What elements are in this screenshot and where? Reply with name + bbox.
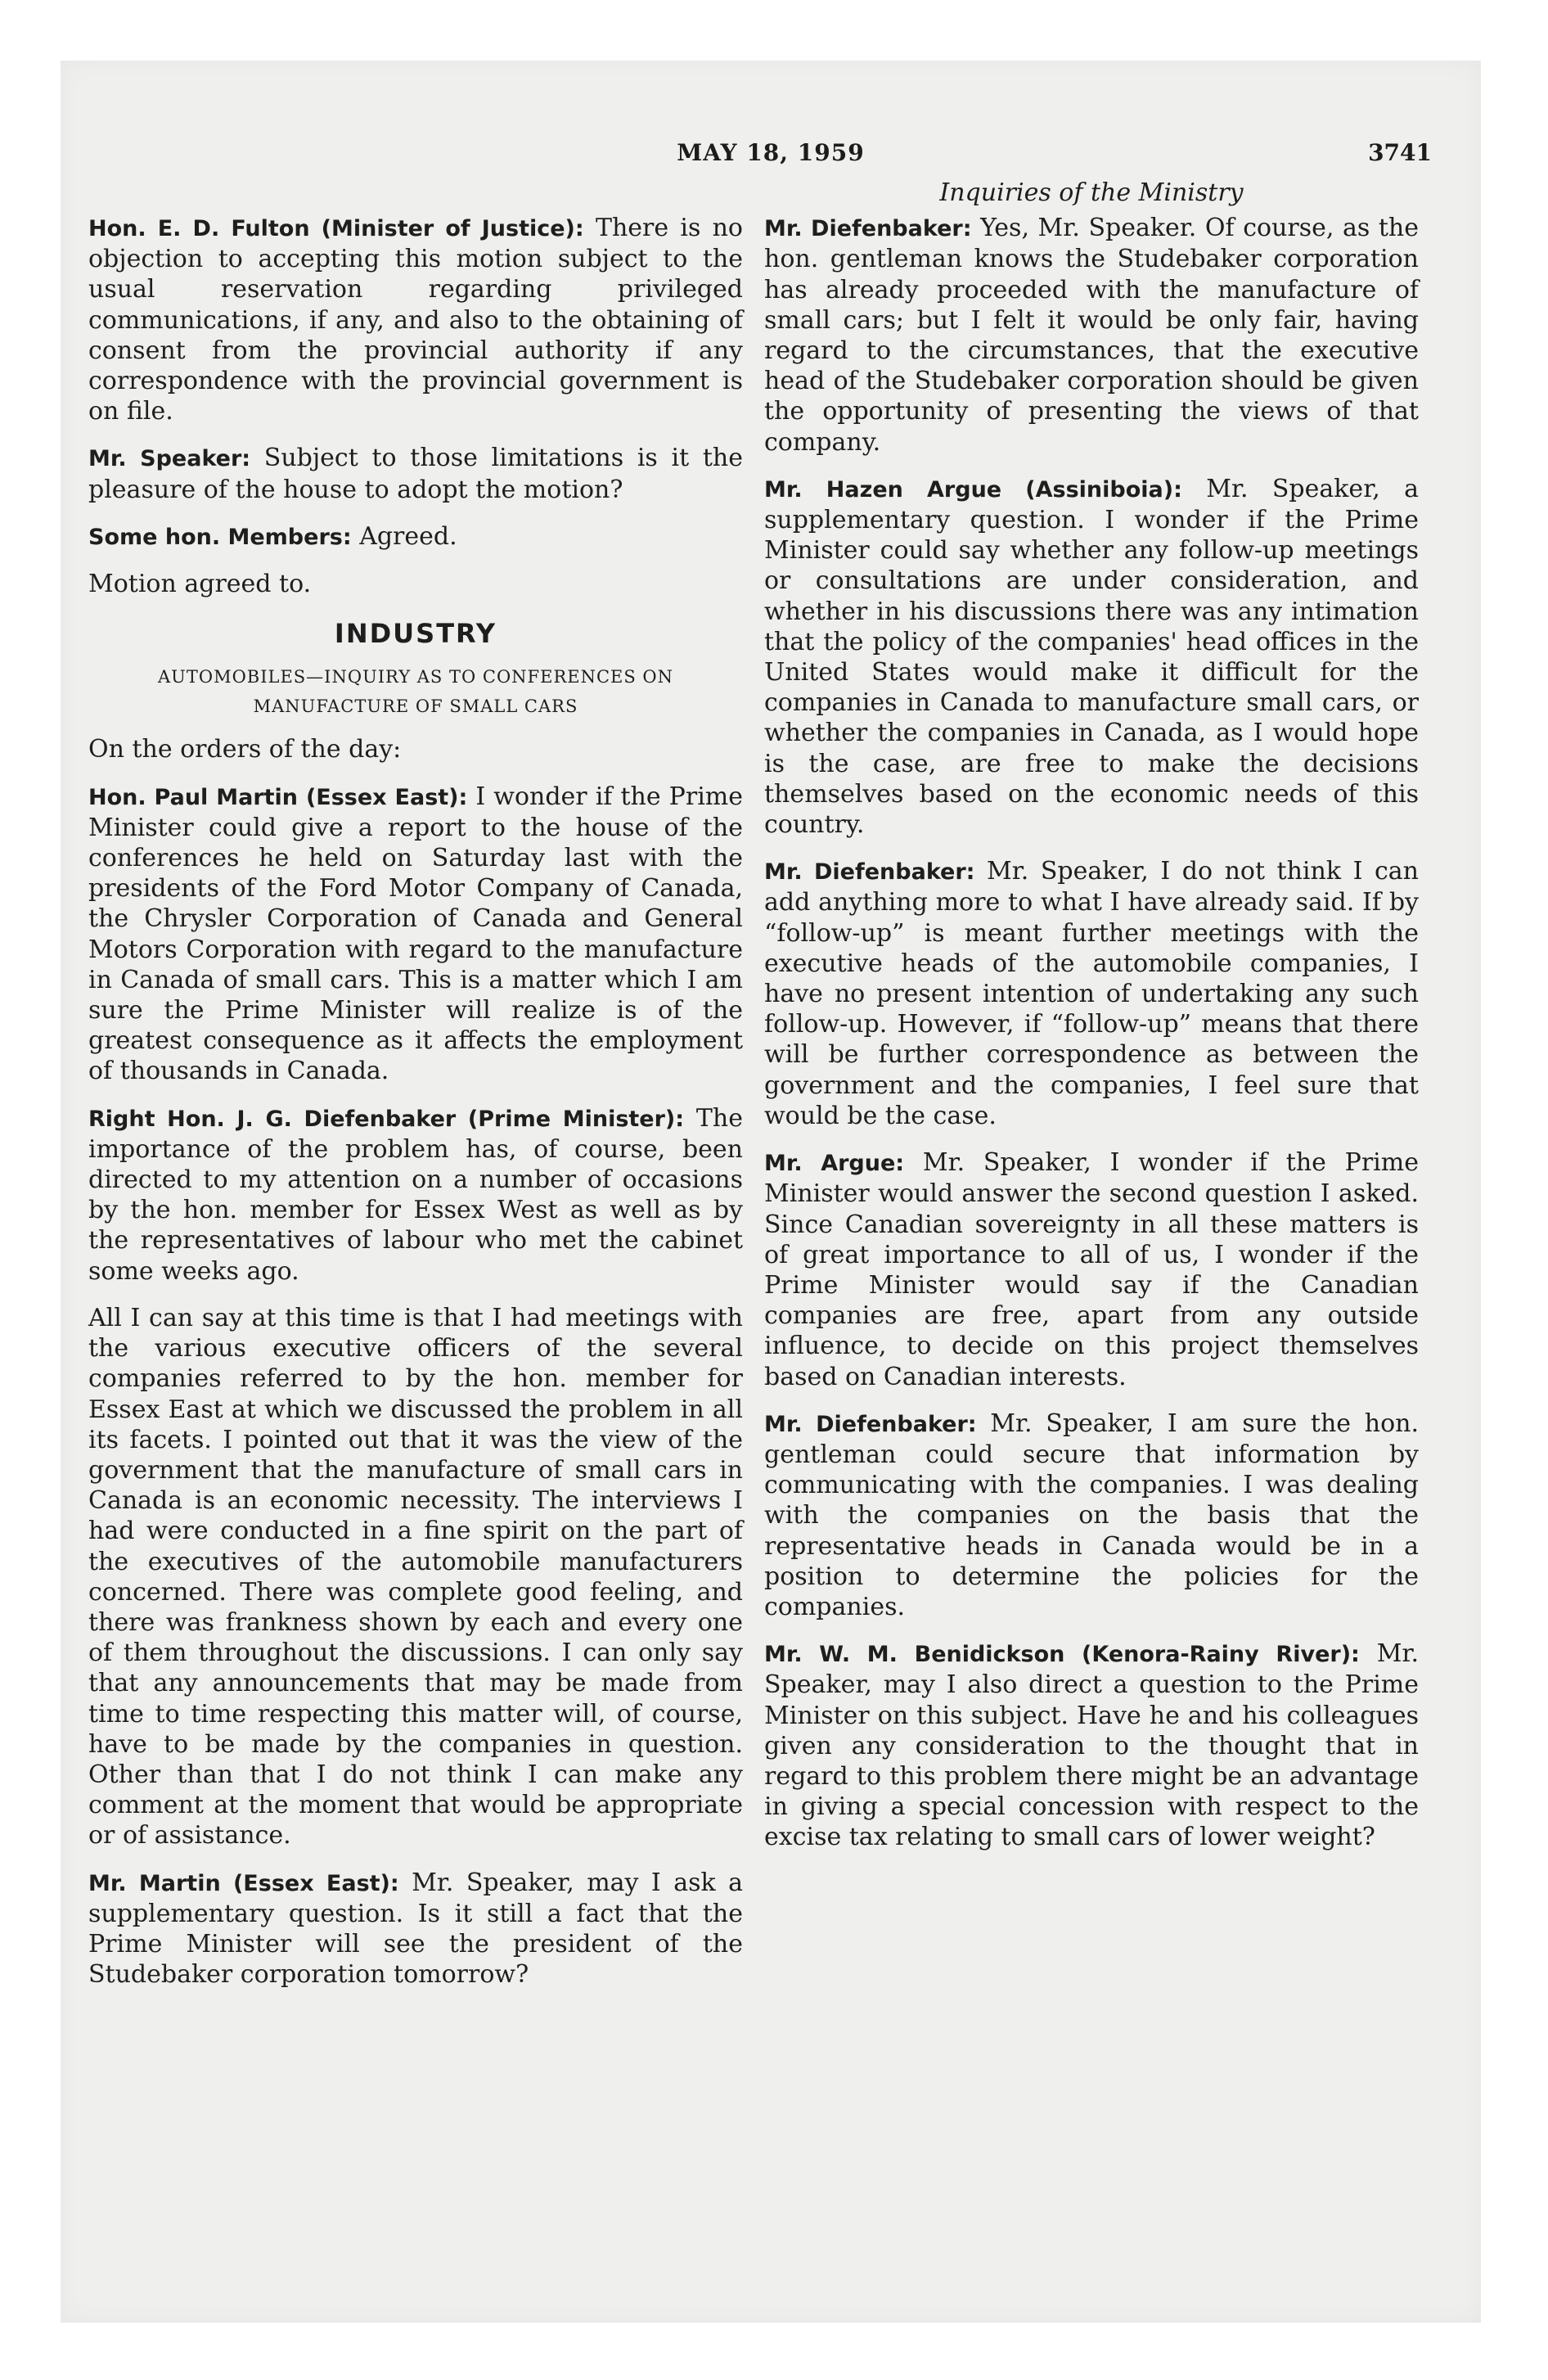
left-column — [88, 213, 743, 2006]
right-column — [764, 178, 1419, 1869]
running-title: Inquiries of the Ministry — [939, 178, 1244, 207]
speaker-name: Mr. Diefenbaker: — [764, 216, 972, 242]
speaker-name: Hon. E. D. Fulton (Minister of Justice): — [88, 216, 584, 241]
paragraph — [88, 782, 743, 1087]
paragraph — [764, 856, 1419, 1131]
speaker-name: Some hon. Members: — [88, 524, 352, 550]
speaker-name: Mr. Hazen Argue (Assiniboia): — [764, 476, 1182, 503]
paragraph — [88, 569, 743, 599]
speech-text: Subject to those limitations is it the pleasure of the house to adopt the motion? — [88, 444, 743, 504]
speech-text: Mr. Speaker, may I also direct a question to the Prime Minister on this subject. Have he and his colleagues given any consideration to the thought that in regard to this problem there might be an advantage in giving a special concession with respect to the excise tax relating to small cars of lower weight? — [764, 1639, 1419, 1852]
procedural-text: Motion agreed to. — [88, 570, 312, 599]
paragraph — [88, 521, 743, 552]
section-heading: INDUSTRY — [334, 618, 497, 650]
document-page — [61, 61, 1481, 2323]
paragraph — [764, 213, 1419, 458]
page-header — [61, 139, 1481, 172]
speech-text: Mr. Speaker, I do not think I can add anything more to what I have already said. If by “follow-up” is meant further meetings with the executive heads of the automobile companies, I have no present intention of undertaking any such follow-up. However, if “follow-up” means that there will be further correspondence as between the government and the companies, I feel sure that would be the case. — [764, 857, 1419, 1130]
speaker-name: Mr. Argue: — [764, 1151, 905, 1177]
speech-text: Mr. Speaker, I wonder if the Prime Minister would answer the second question I asked. Since Canadian sovereignty in all these matters is of great importance to all of us, I wonder if the Prime Minister would say if the Canadian companies are free, apart from any outside influence, to decide on this project themselves based on Canadian interests. — [764, 1148, 1419, 1391]
paragraph — [88, 213, 743, 426]
paragraph — [764, 1409, 1419, 1622]
header-date: MAY 18, 1959 — [677, 139, 865, 166]
speech-text: I wonder if the Prime Minister could give a report to the house of the conferences he held on Saturday last with the presidents of the Ford Motor Company of Canada, the Chrysler Corporation of Canada and General Motors Corporation with regard to the manufacture in Canada of small cars. This is a matter which I am sure the Prime Minister will realize is of the greatest consequence as it affects the employment of thousands in Canada. — [88, 782, 743, 1086]
paragraph — [764, 1639, 1419, 1852]
speech-text: Agreed. — [359, 521, 457, 551]
page-number: 3741 — [1368, 139, 1432, 166]
speech-text: Yes, Mr. Speaker. Of course, as the hon. gentleman knows the Studebaker corporation has already proceeded with the manufacture of small cars; but I felt it would be only fair, having regard to the circumstances, that the executive head of the Studebaker corporation should be given the opportunity of presenting the views of that company. — [764, 214, 1419, 457]
speech-text: Mr. Speaker, a supplementary question. I wonder if the Prime Minister could say whether any follow-up meetings or consultations are under consideration, and whether in his discussions there was any intimation that the policy of the companies' head offices in the United States would make it difficult for the companies in Canada to manufacture small cars, or whether the companies in Canada, as I would hope is the case, are free to make the decisions themselves based on the economic needs of this country. — [764, 474, 1419, 840]
procedural-text: On the orders of the day: — [88, 735, 402, 764]
paragraph — [88, 1868, 743, 1990]
speech-text: All I can say at this time is that I had meetings with the various executive officers of the several companies referred to by the hon. member for Essex East at which we discussed the problem in all its facets. I pointed out that it was the view of the government that the manufacture of small cars in Canada is an economic necessity. The interviews I had were conducted in a fine spirit on the part of the executives of the automobile manufacturers concerned. There was complete good feeling, and there was frankness shown by each and every one of them throughout the discussions. I can only say that any announcements that may be made from time to time respecting this matter will, of course, have to be made by the companies in question. Other than that I do not think I can make any comment at the moment that would be appropriate or of assistance. — [88, 1303, 743, 1850]
speaker-name: Hon. Paul Martin (Essex East): — [88, 784, 468, 810]
speaker-name: Right Hon. J. G. Diefenbaker (Prime Minister): — [88, 1106, 685, 1132]
speaker-name: Mr. Diefenbaker: — [764, 859, 975, 886]
paragraph — [88, 1303, 743, 1851]
paragraph — [764, 474, 1419, 840]
paragraph — [88, 443, 743, 504]
speaker-name: Mr. Diefenbaker: — [764, 1411, 977, 1437]
paragraph — [764, 1147, 1419, 1392]
speaker-name: Mr. Martin (Essex East): — [88, 1870, 399, 1896]
speaker-name: Mr. Speaker: — [88, 446, 251, 472]
paragraph — [88, 1103, 743, 1287]
section-subheading: AUTOMOBILES—INQUIRY AS TO CONFERENCES ON MANUFACTURE OF SMALL CARS — [157, 667, 674, 717]
speech-text: Mr. Speaker, may I ask a supplementary question. Is it still a fact that the Prime Minister will see the president of the Studebaker corporation tomorrow? — [88, 1868, 743, 1990]
paragraph — [88, 734, 743, 764]
speech-text: The importance of the problem has, of course, been directed to my attention on a number of occasions by the hon. member for Essex West as well as by the representatives of labour who met the cabinet some weeks ago. — [88, 1103, 743, 1286]
speech-text: Mr. Speaker, I am sure the hon. gentleman could secure that information by communicating with the companies. I was dealing with the companies on the basis that the representative heads in Canada would be in a position to determine the policies for the companies. — [764, 1409, 1419, 1621]
speech-text: There is no objection to accepting this motion subject to the usual reservation regarding privileged communications, if any, and also to the obtaining of consent from the provincial authority if any correspondence with the provincial government is on file. — [88, 214, 743, 426]
speaker-name: Mr. W. M. Benidickson (Kenora-Rainy River): — [764, 1642, 1360, 1668]
